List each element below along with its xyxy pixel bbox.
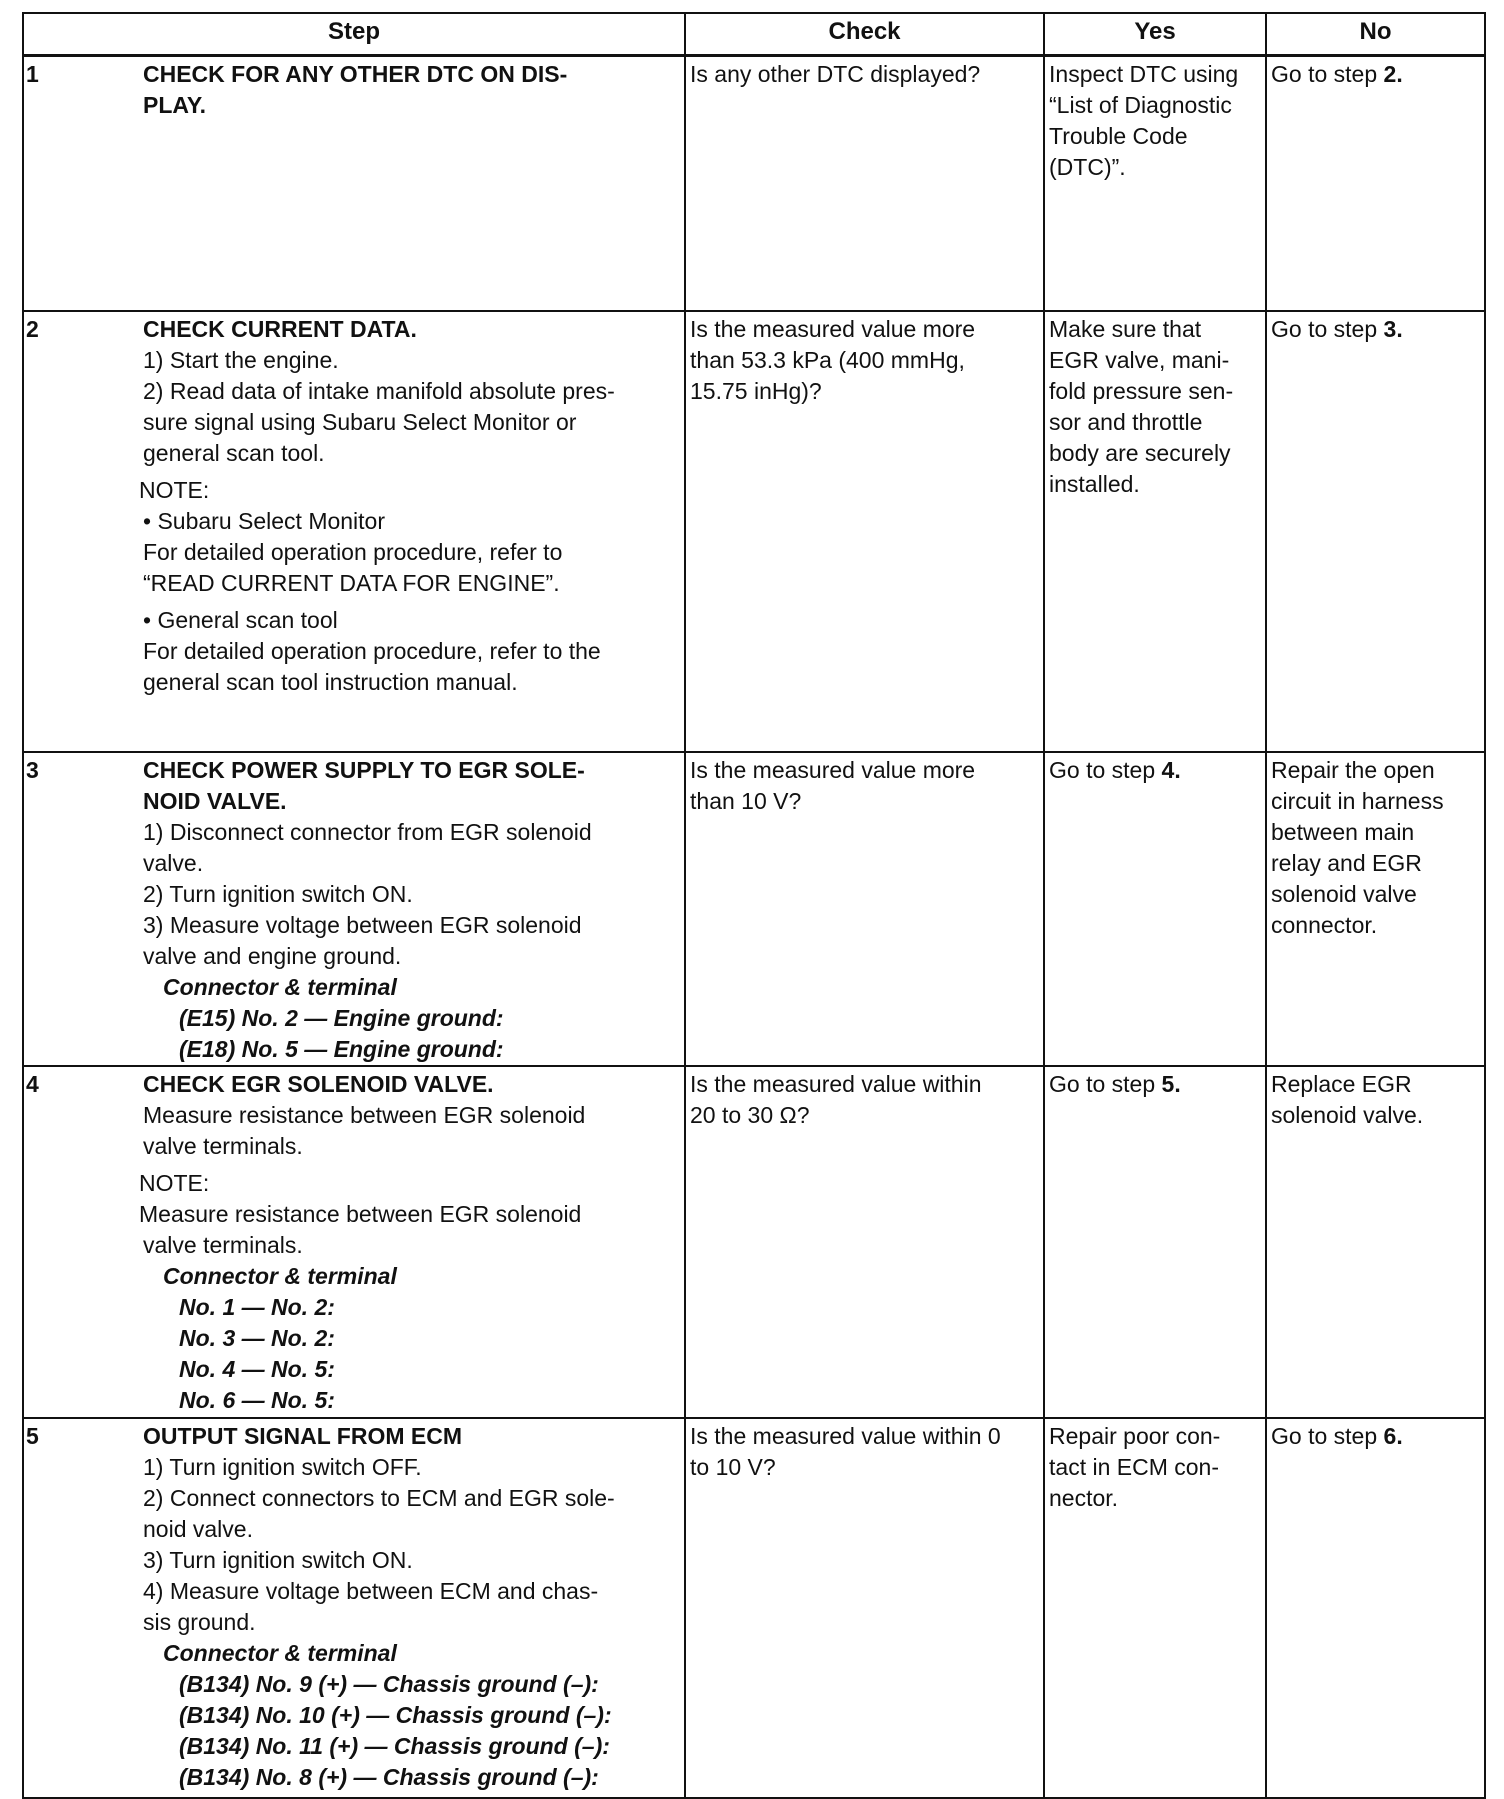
yes-text: sor and throttle [1049, 409, 1203, 435]
check-text: than 53.3 kPa (400 mmHg, [690, 347, 965, 373]
header-step: Step [23, 13, 685, 56]
yes-cell [1044, 1066, 1266, 1418]
step-line: 3) Turn ignition switch ON. [143, 1547, 413, 1573]
yes-text: nector. [1049, 1485, 1119, 1511]
yes-text: (DTC)”. [1049, 154, 1126, 180]
step-line: 1) Start the engine. [143, 347, 339, 373]
connector-terminal-value: No. 1 — No. 2: [179, 1294, 335, 1320]
connector-terminal-label: Connector & terminal [163, 1263, 397, 1289]
note-bullet: • Subaru Select Monitor [143, 508, 386, 534]
step-number: 4 [23, 1066, 141, 1418]
yes-cell [1044, 56, 1266, 312]
header-row [23, 13, 1485, 56]
step-line: 1) Turn ignition switch OFF. [143, 1454, 422, 1480]
check-cell [685, 1066, 1044, 1418]
connector-terminal-label: Connector & terminal [163, 1640, 397, 1666]
no-text: Go to step [1271, 316, 1384, 342]
connector-terminal-value: No. 6 — No. 5: [179, 1387, 335, 1413]
goto-step-number: 4 [1161, 757, 1175, 783]
no-text: circuit in harness [1271, 788, 1444, 814]
table-row [23, 752, 1485, 1066]
yes-text: tact in ECM con- [1049, 1454, 1220, 1480]
goto-step-suffix: . [1396, 316, 1403, 342]
check-text: 20 to 30 Ω? [690, 1102, 810, 1128]
no-text: connector. [1271, 912, 1378, 938]
step-title: PLAY. [143, 92, 207, 118]
step-number: 3 [23, 752, 141, 1066]
yes-text: “List of Diagnostic [1049, 92, 1232, 118]
step-line: 2) Connect connectors to ECM and EGR sole- [143, 1485, 615, 1511]
step-description [141, 752, 685, 1066]
step-description [141, 56, 685, 312]
step-number: 5 [23, 1418, 141, 1798]
check-cell [685, 56, 1044, 312]
step-line: general scan tool. [143, 440, 325, 466]
step-title: CHECK POWER SUPPLY TO EGR SOLE- [143, 757, 585, 783]
step-title: CHECK EGR SOLENOID VALVE. [143, 1071, 494, 1097]
table-row [23, 1418, 1485, 1798]
no-text: relay and EGR [1271, 850, 1422, 876]
goto-step-suffix: . [1174, 1071, 1181, 1097]
yes-cell [1044, 752, 1266, 1066]
note-line: “READ CURRENT DATA FOR ENGINE”. [143, 570, 560, 596]
yes-text: Repair poor con- [1049, 1423, 1221, 1449]
no-text: Replace EGR [1271, 1071, 1412, 1097]
no-text: Go to step [1271, 61, 1384, 87]
step-line: 2) Read data of intake manifold absolute pres- [143, 378, 615, 404]
connector-terminal-value: (B134) No. 8 (+) — Chassis ground (–): [179, 1764, 599, 1790]
check-text: Is any other DTC displayed? [690, 61, 981, 87]
check-cell [685, 1418, 1044, 1798]
goto-step-suffix: . [1174, 757, 1181, 783]
yes-text: body are securely [1049, 440, 1231, 466]
yes-text: Inspect DTC using [1049, 61, 1239, 87]
step-title: CHECK CURRENT DATA. [143, 316, 417, 342]
step-number: 2 [23, 311, 141, 752]
step-description [141, 1418, 685, 1798]
step-line: valve and engine ground. [143, 943, 402, 969]
step-line: Measure resistance between EGR solenoid [143, 1102, 586, 1128]
connector-terminal-value: (B134) No. 10 (+) — Chassis ground (–): [179, 1702, 612, 1728]
header-no: No [1266, 13, 1485, 56]
header-check: Check [685, 13, 1044, 56]
step-line: valve terminals. [143, 1133, 303, 1159]
check-cell [685, 311, 1044, 752]
table-row [23, 56, 1485, 312]
table-row [23, 1066, 1485, 1418]
no-cell [1266, 1418, 1485, 1798]
goto-step-suffix: . [1396, 1423, 1403, 1449]
step-title: CHECK FOR ANY OTHER DTC ON DIS- [143, 61, 568, 87]
connector-terminal-value: No. 3 — No. 2: [179, 1325, 335, 1351]
no-text: solenoid valve [1271, 881, 1417, 907]
note-label: NOTE: [139, 1170, 210, 1196]
yes-text: fold pressure sen- [1049, 378, 1234, 404]
table-row [23, 311, 1485, 752]
no-cell [1266, 56, 1485, 312]
yes-cell [1044, 311, 1266, 752]
step-line: noid valve. [143, 1516, 253, 1542]
no-text: solenoid valve. [1271, 1102, 1424, 1128]
step-line: 4) Measure voltage between ECM and chas- [143, 1578, 599, 1604]
note-label: NOTE: [139, 477, 210, 503]
no-text: Go to step [1271, 1423, 1384, 1449]
header-yes: Yes [1044, 13, 1266, 56]
yes-text: Trouble Code [1049, 123, 1188, 149]
goto-step-number: 6 [1383, 1423, 1397, 1449]
yes-text: installed. [1049, 471, 1140, 497]
connector-terminal-label: Connector & terminal [163, 974, 397, 1000]
note-line: general scan tool instruction manual. [143, 669, 518, 695]
no-text: between main [1271, 819, 1415, 845]
step-line: sure signal using Subaru Select Monitor or [143, 409, 577, 435]
connector-terminal-value: (E18) No. 5 — Engine ground: [179, 1036, 504, 1062]
note-line: For detailed operation procedure, refer to [143, 539, 563, 565]
connector-terminal-value: (B134) No. 11 (+) — Chassis ground (–): [179, 1733, 610, 1759]
step-title: OUTPUT SIGNAL FROM ECM [143, 1423, 463, 1449]
no-cell [1266, 752, 1485, 1066]
goto-step-number: 5 [1161, 1071, 1175, 1097]
diagnostic-table [22, 12, 1486, 1799]
yes-text: Go to step [1049, 757, 1162, 783]
step-description [141, 1066, 685, 1418]
goto-step-number: 2 [1383, 61, 1397, 87]
step-line: valve. [143, 850, 204, 876]
connector-terminal-value: (E15) No. 2 — Engine ground: [179, 1005, 504, 1031]
yes-text: Go to step [1049, 1071, 1162, 1097]
step-description [141, 311, 685, 752]
no-cell [1266, 1066, 1485, 1418]
yes-text: EGR valve, mani- [1049, 347, 1230, 373]
step-line: 2) Turn ignition switch ON. [143, 881, 413, 907]
no-cell [1266, 311, 1485, 752]
check-text: Is the measured value more [690, 757, 976, 783]
check-text: than 10 V? [690, 788, 802, 814]
step-number: 1 [23, 56, 141, 312]
goto-step-suffix: . [1396, 61, 1403, 87]
check-cell [685, 752, 1044, 1066]
note-line: For detailed operation procedure, refer to the [143, 638, 601, 664]
note-bullet: • General scan tool [143, 607, 338, 633]
step-line: 3) Measure voltage between EGR solenoid [143, 912, 582, 938]
check-text: 15.75 inHg)? [690, 378, 822, 404]
check-text: to 10 V? [690, 1454, 776, 1480]
step-line: 1) Disconnect connector from EGR solenoid [143, 819, 592, 845]
goto-step-number: 3 [1383, 316, 1397, 342]
note-line: valve terminals. [143, 1232, 303, 1258]
no-text: Repair the open [1271, 757, 1435, 783]
check-text: Is the measured value within 0 [690, 1423, 1001, 1449]
connector-terminal-value: No. 4 — No. 5: [179, 1356, 335, 1382]
connector-terminal-value: (B134) No. 9 (+) — Chassis ground (–): [179, 1671, 599, 1697]
step-title: NOID VALVE. [143, 788, 287, 814]
check-text: Is the measured value within [690, 1071, 982, 1097]
yes-text: Make sure that [1049, 316, 1202, 342]
yes-cell [1044, 1418, 1266, 1798]
step-line: sis ground. [143, 1609, 256, 1635]
note-line: Measure resistance between EGR solenoid [139, 1201, 582, 1227]
check-text: Is the measured value more [690, 316, 976, 342]
